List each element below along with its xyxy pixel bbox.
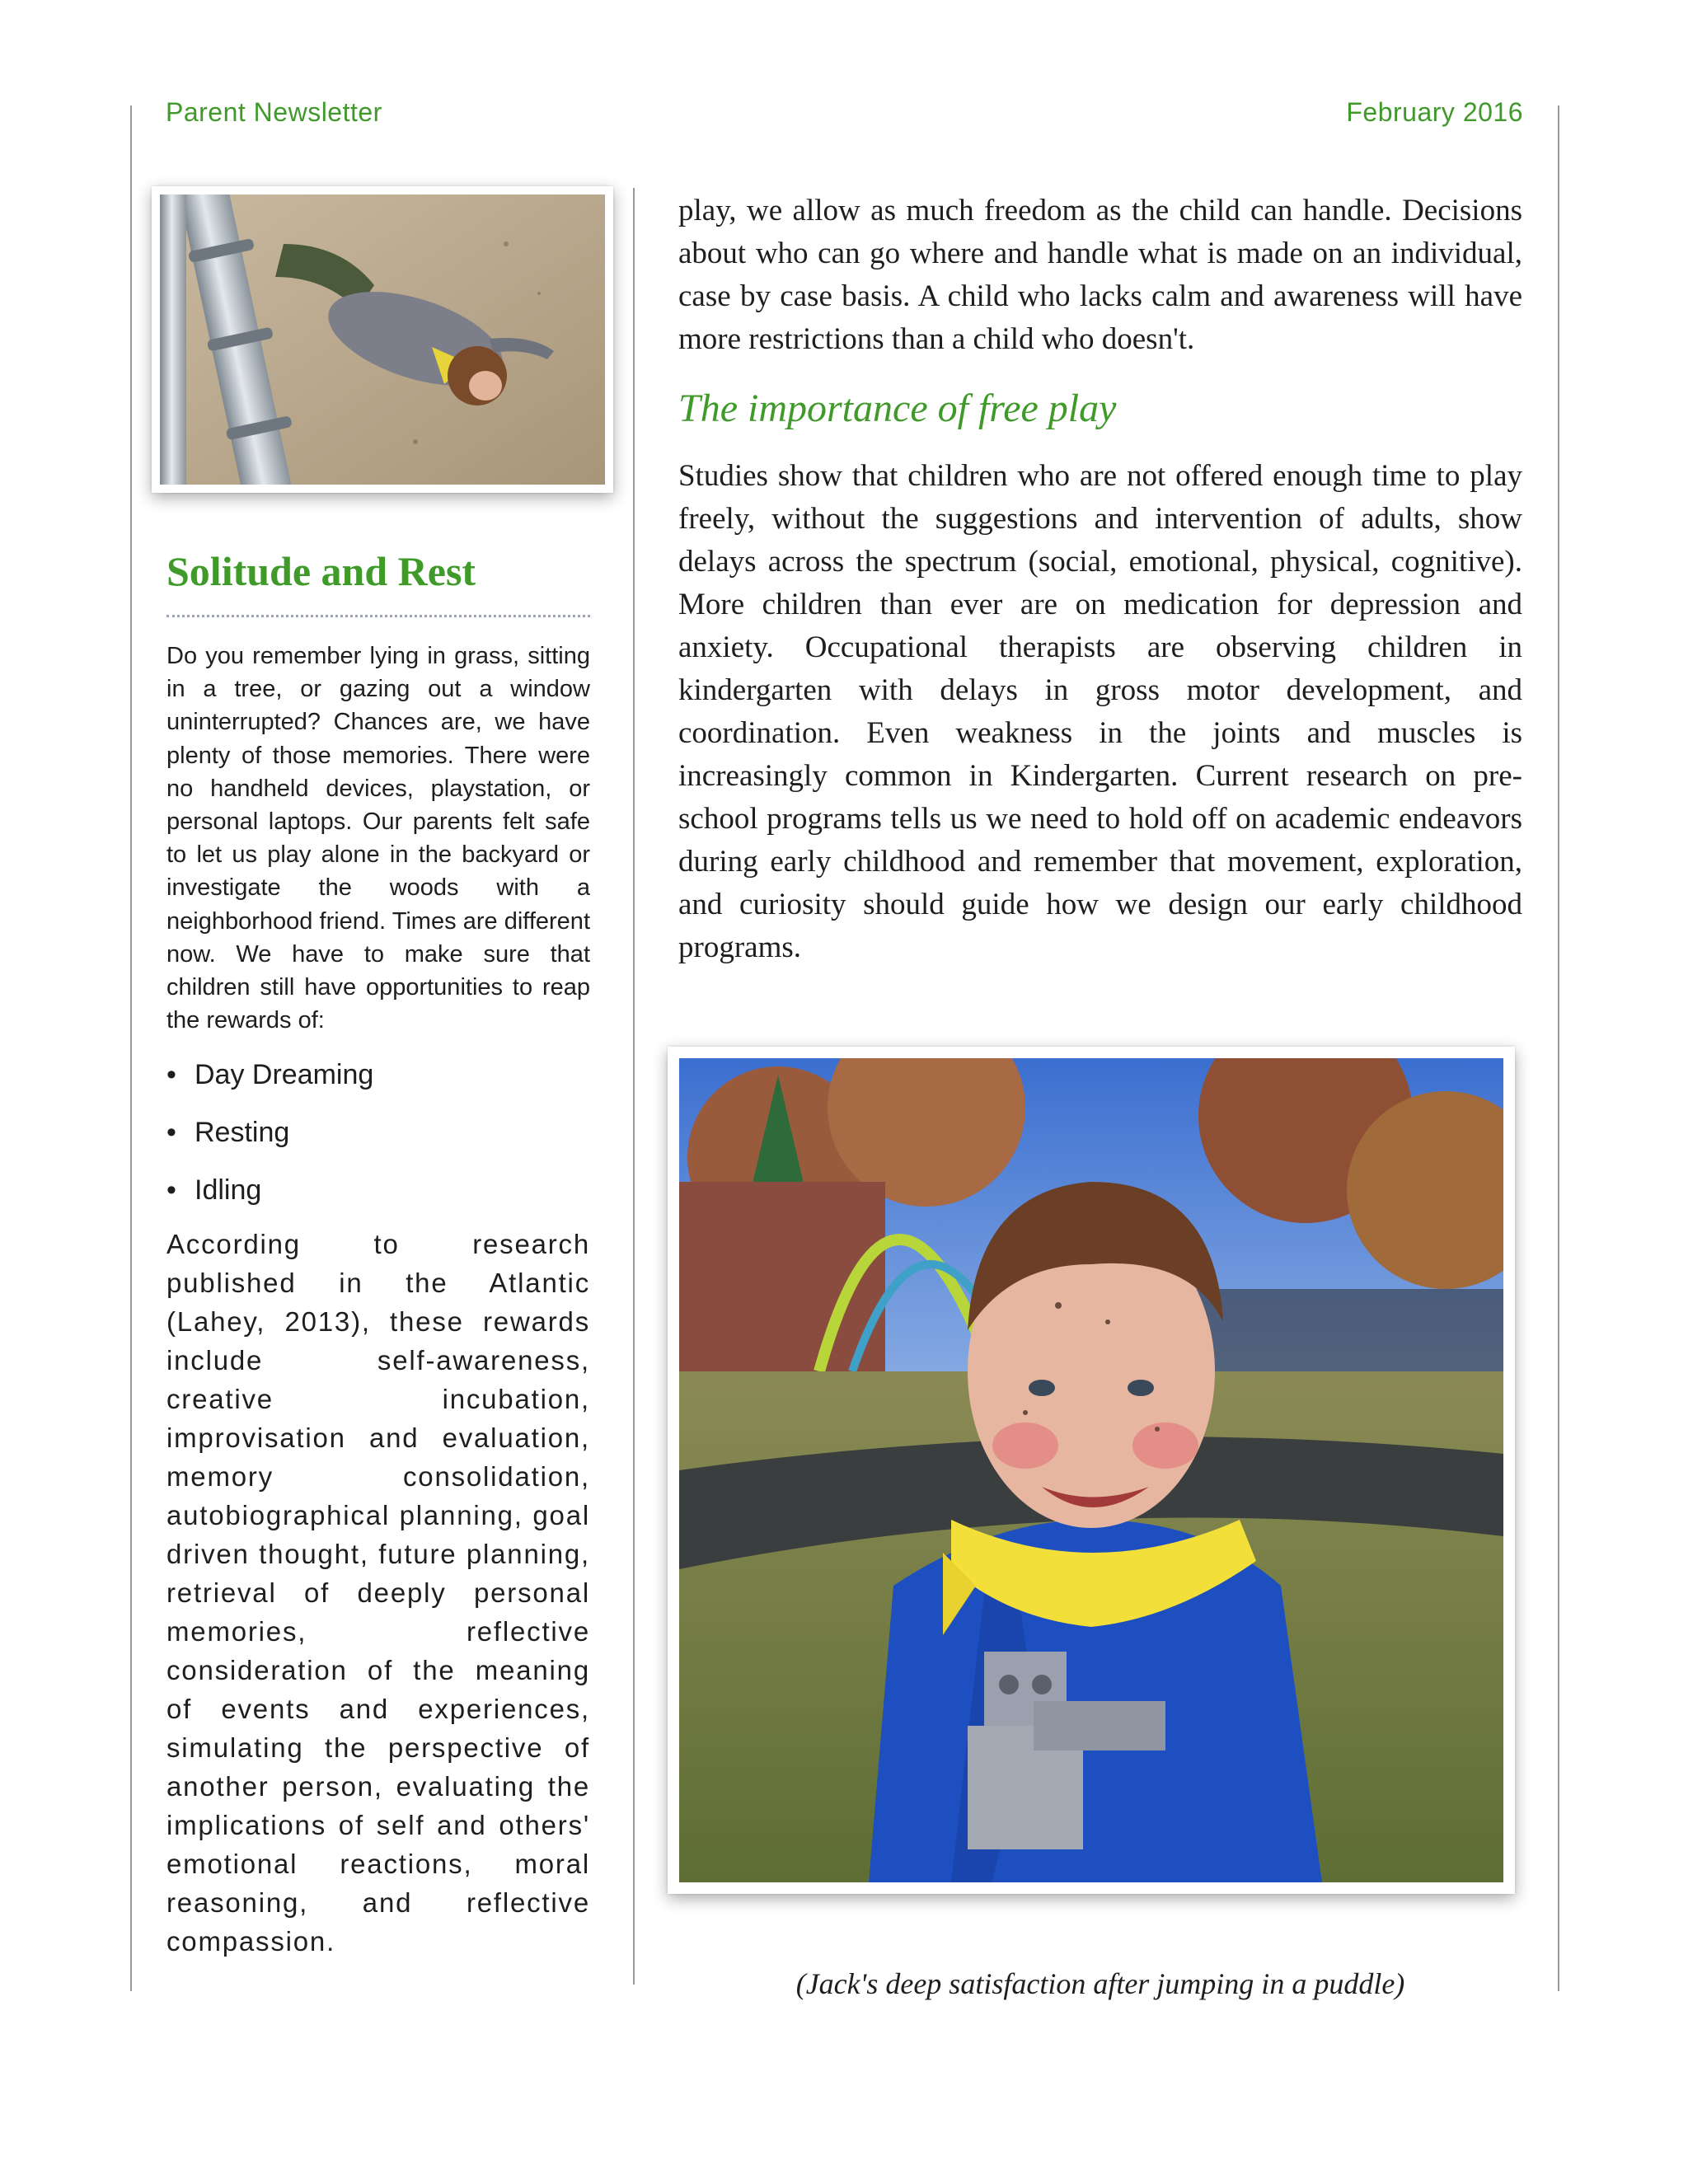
sidebar-heading: Solitude and Rest: [166, 548, 476, 594]
resting-child-image: [160, 194, 605, 485]
left-margin-rule: [130, 105, 132, 1991]
sidebar-research-paragraph: According to research published in the Atlantic (Lahey, 2013), these rewards include self-awareness, creative incubation, improvisation and evaluation, memory consolidation, autobiographical planning, goal driven thought, future planning, retrieval of deeply personal memories, reflective consideration of the meaning of events and experiences, simulating the perspective of another person, evaluating the implications of self and others' emotional reactions, moral reasoning, and reflective compassion.: [166, 1229, 590, 1957]
jack-image: [679, 1058, 1503, 1882]
newsletter-date: February 2016: [1346, 97, 1523, 127]
right-margin-rule: [1558, 105, 1559, 1991]
photo-caption: (Jack's deep satisfaction after jumping in a puddle): [795, 1967, 1405, 2000]
main-intro-paragraph: play, we allow as much freedom as the child can handle. Decisions about who can go where and handle what is made on an individual, case by case basis. A child who lacks calm and awareness will have more restrictions than a child who doesn't.: [678, 194, 1522, 356]
list-item: [166, 1167, 373, 1225]
jack-photo: [668, 1047, 1515, 1894]
free-play-paragraph: Studies show that children who are not offered enough time to play freely, without the suggestions and intervention of adults, show delays across the spectrum (social, emotional, physical, cognitive). More children than ever are on medication for depression and anxiety. Occupational therapists are observing children in kindergarten with delays in gross motor development, and coordination. Even weakness in the joints and muscles is increasingly common in Kindergarten. Current research on pre-school programs tells us we need to hold off on academic endeavors during early childhood and remember that movement, exploration, and curiosity should guide how we design our early childhood programs.: [678, 459, 1522, 964]
bullet-icon: •: [166, 1059, 176, 1090]
heading-divider: [166, 615, 590, 617]
column-divider-rule: [633, 188, 635, 1985]
list-item: [166, 1052, 373, 1109]
sidebar-intro-paragraph: Do you remember lying in grass, sitting in a tree, or gazing out a window uninterrupted? Chances are, we have plenty of those memories. There were no handheld devices, playstation, or personal laptops. Our parents felt safe to let us play alone in the backyard or investigate the woods with a neighborhood friend. Times are different now. We have to make sure that children still have opportunities to reap the rewards of:: [166, 643, 590, 1034]
bullet-icon: •: [166, 1174, 176, 1206]
list-item: [166, 1109, 373, 1167]
list-item-label: Idling: [195, 1174, 262, 1206]
resting-child-photo: [152, 186, 613, 493]
bullet-icon: •: [166, 1117, 176, 1148]
list-item-label: Resting: [195, 1117, 290, 1148]
rewards-list: [166, 1052, 373, 1225]
free-play-subheading: The importance of free play: [678, 387, 1117, 430]
newsletter-title: Parent Newsletter: [166, 97, 382, 127]
list-item-label: Day Dreaming: [195, 1059, 374, 1090]
